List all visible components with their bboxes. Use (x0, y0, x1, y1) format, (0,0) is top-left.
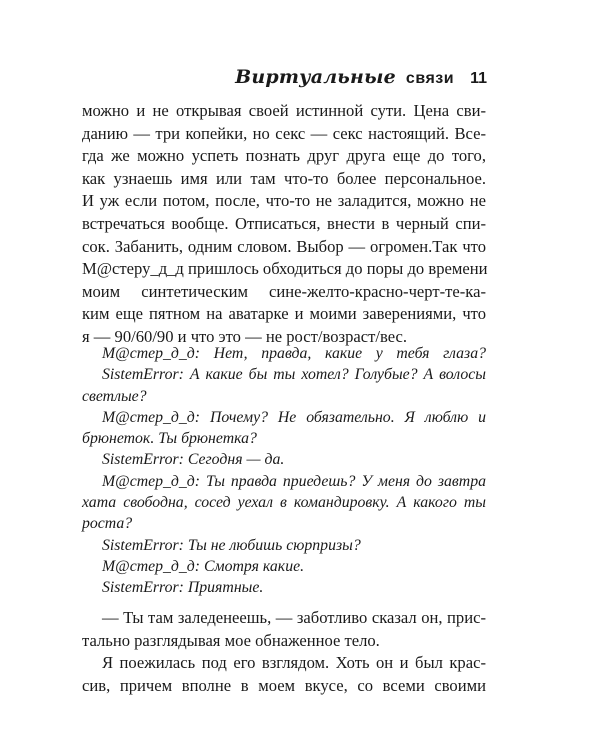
chat-message: М@стер_д_д: Нет, правда, какие у тебя глаза? (102, 345, 486, 362)
chat-message-continuation: светлые? (82, 387, 147, 405)
text-line: сив, причем вполне в моем вкусе, со всеми своими (82, 675, 486, 695)
paragraph-2 (82, 607, 486, 697)
text-line: — Ты там заледенеешь, — заботливо сказал он, прис- (102, 608, 486, 627)
text-line: я — 90/60/90 и что это — не рост/возраст/вес. (82, 326, 407, 346)
page-number: 11 (470, 70, 487, 87)
chat-message: М@стер_д_д: Смотря какие. (102, 557, 305, 575)
text-line: И уж если потом, после, что-то не заладится, можно не (82, 191, 486, 211)
text-line: М@стеру_д_д пришлось обходиться до поры до времени (82, 259, 488, 279)
text-line: встречаться вообще. Отписаться, внести в черный спи- (82, 213, 486, 233)
running-head-script-title: Виртуальные (235, 66, 396, 88)
text-line: как узнаешь имя или там что-то более персональное. (82, 168, 486, 188)
text-line: данию — три копейки, но секс — секс настоящий. Все- (82, 123, 486, 143)
running-head-title-word: связи (405, 70, 455, 87)
running-head (235, 66, 487, 88)
chat-message: SistemError: Ты не любишь сюрпризы? (102, 536, 361, 554)
chat-log (82, 343, 486, 599)
text-line: ким еще пятном на аватарке и моими заверениями, что (82, 304, 486, 324)
chat-message: М@стер_д_д: Ты правда приедешь? У меня до завтра (102, 472, 486, 490)
text-line: Я поежилась под его взглядом. Хоть он и был крас- (102, 653, 486, 673)
chat-message-continuation: брюнеток. Ты брюнетка? (82, 430, 257, 448)
text-line: тально разглядывая мое обнаженное тело. (82, 630, 380, 650)
text-line: гда же можно успеть познать друг друга еще до того, (82, 146, 486, 166)
paragraph-1 (82, 100, 486, 349)
chat-message: SistemError: А какие бы ты хотел? Голубые? А волосы (102, 366, 486, 384)
text-line: можно и не открывая своей истинной сути. Цена сви- (82, 101, 486, 120)
chat-message: М@стер_д_д: Почему? Не обязательно. Я люблю и (102, 408, 486, 426)
chat-message-continuation: роста? (82, 515, 133, 533)
text-line: сок. Забанить, одним словом. Выбор — огромен.Так что (82, 236, 486, 256)
text-line: моим синтетическим сине-желто-красно-черт-те-ка- (82, 281, 486, 301)
chat-message: SistemError: Сегодня — да. (102, 451, 285, 469)
chat-message-continuation: хата свободна, сосед уехал в командировку. А какого ты (82, 494, 486, 512)
chat-message: SistemError: Приятные. (102, 579, 264, 597)
